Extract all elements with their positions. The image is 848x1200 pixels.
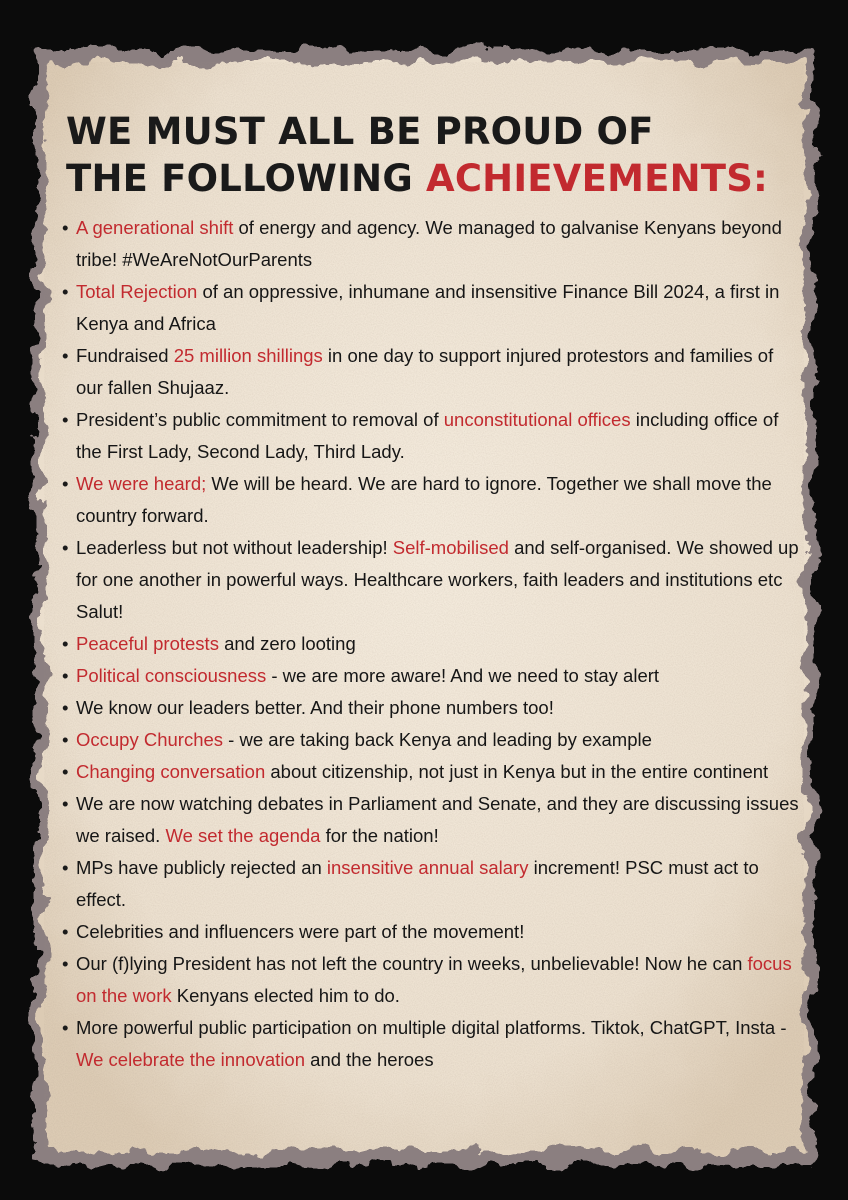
highlight-text: A generational shift (76, 217, 234, 238)
achievement-item (60, 340, 800, 404)
achievement-item (60, 212, 800, 276)
achievement-item (60, 532, 800, 628)
body-text: We will be heard. We are hard to ignore. Together we shall move the country forward. (76, 473, 772, 526)
achievement-item (60, 916, 800, 948)
headline-line-2-prefix: THE FOLLOWING (66, 157, 426, 200)
headline (66, 108, 800, 202)
highlight-text: insensitive annual salary (326, 857, 529, 878)
achievement-item (60, 1012, 800, 1076)
body-text: - we are taking back Kenya and leading by example (223, 729, 652, 750)
achievement-item (60, 660, 800, 692)
highlight-text: Political consciousness (76, 665, 267, 686)
body-text: President’s public commitment to removal of (76, 409, 444, 430)
achievement-item (60, 692, 800, 724)
body-text: and the heroes (305, 1049, 434, 1070)
body-text: We know our leaders better. And their phone numbers too! (76, 697, 554, 718)
body-text: Celebrities and influencers were part of the movement! (76, 921, 525, 942)
body-text: More powerful public participation on multiple digital platforms. Tiktok, ChatGPT, Insta - (76, 1017, 787, 1038)
highlight-text: We were heard; (76, 473, 207, 494)
body-text: increment! PSC must act to effect. (76, 857, 759, 910)
highlight-text: Changing conversation (76, 761, 266, 782)
body-text: Our (f)lying President has not left the country in weeks, unbelievable! Now he can (76, 953, 748, 974)
body-text: MPs have publicly rejected an (76, 857, 327, 878)
achievement-item (60, 756, 800, 788)
body-text: and zero looting (218, 633, 356, 654)
achievement-item (60, 468, 800, 532)
headline-line-2-accent: ACHIEVEMENTS: (425, 157, 769, 200)
headline-line-1: WE MUST ALL BE PROUD OF (66, 110, 654, 153)
highlight-text: Peaceful protests (76, 633, 219, 654)
body-text: about citizenship, not just in Kenya but in the entire continent (265, 761, 769, 782)
body-text: Leaderless but not without leadership! (76, 537, 393, 558)
achievement-item (60, 628, 800, 660)
body-text: - we are more aware! And we need to stay alert (266, 665, 660, 686)
highlight-text: We set the agenda (165, 825, 321, 846)
body-text: Kenyans elected him to do. (171, 985, 400, 1006)
highlight-text: Total Rejection (76, 281, 198, 302)
highlight-text: unconstitutional offices (443, 409, 631, 430)
body-text: in one day to support injured protestors and families of our fallen Shujaaz. (76, 345, 774, 398)
achievement-item (60, 948, 800, 1012)
achievement-item (60, 404, 800, 468)
achievement-item (60, 276, 800, 340)
body-text: and self-organised. We showed up for one another in powerful ways. Healthcare workers, faith leaders and institutions etc Salut! (76, 537, 799, 622)
body-text: We are now watching debates in Parliament and Senate, and they are discussing issues we raised. (76, 793, 799, 846)
achievement-item (60, 788, 800, 852)
achievements-list (60, 212, 800, 1076)
achievement-item (60, 852, 800, 916)
highlight-text: 25 million shillings (173, 345, 323, 366)
highlight-text: Self-mobilised (392, 537, 509, 558)
highlight-text: focus on the work (76, 953, 792, 1006)
highlight-text: Occupy Churches (76, 729, 224, 750)
body-text: of energy and agency. We managed to galvanise Kenyans beyond tribe! #WeAreNotOurParents (76, 217, 782, 270)
body-text: for the nation! (320, 825, 439, 846)
highlight-text: We celebrate the innovation (76, 1049, 306, 1070)
body-text: Fundraised (76, 345, 174, 366)
achievement-item (60, 724, 800, 756)
body-text: of an oppressive, inhumane and insensitive Finance Bill 2024, a first in Kenya and Africa (76, 281, 780, 334)
main-content (60, 108, 800, 1168)
body-text: including office of the First Lady, Second Lady, Third Lady. (76, 409, 779, 462)
